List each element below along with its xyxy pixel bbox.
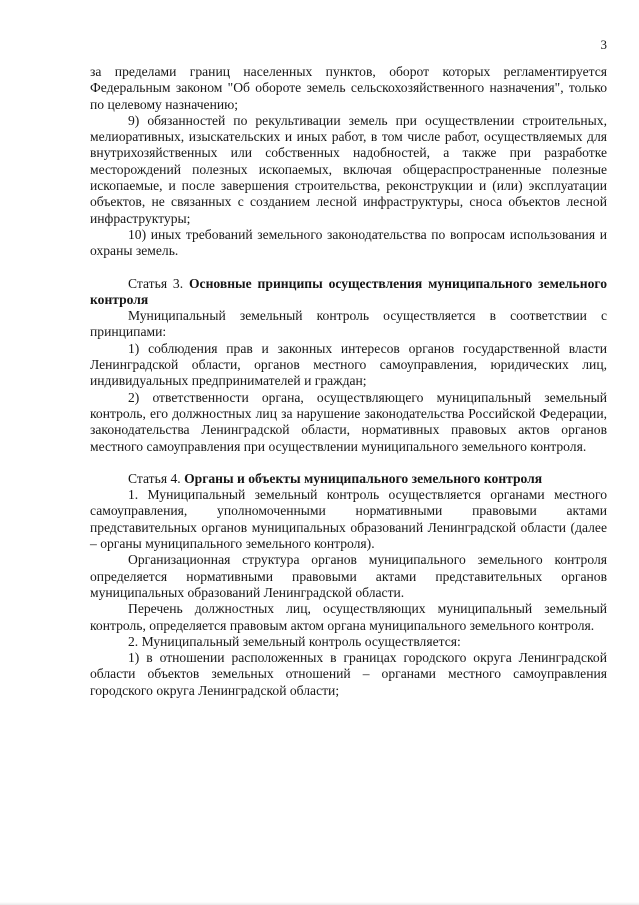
list-item-9: 9) обязанностей по рекультивации земель при осуществлении строительных, мелиоративных, изыскательских и иных работ, в том числе работ, осуществляемых для внутрихозяйственных или собственных надобностей, а также при разработке месторождений полезных ископаемых, включая общераспространенные полезные ископаемые, и после завершения строительства, реконструкции и (или) эксплуатации объектов, не связанных с созданием лесной инфраструктуры, сноса объектов лесной инфраструктуры; [90, 112, 607, 226]
document-body [90, 64, 607, 699]
continued-paragraph: за пределами границ населенных пунктов, оборот которых регламентируется Федеральным законом "Об обороте земель сельскохозяйственного назначения", только по целевому назначению; [90, 64, 607, 112]
article-4-item-1: 1) в отношении расположенных в границах городского округа Ленинградской области объектов земельных отношений – органами местного самоуправления городского округа Ленинградской области; [90, 650, 607, 698]
article-4-title: Органы и объекты муниципального земельного контроля [184, 470, 543, 486]
list-item-10: 10) иных требований земельного законодательства по вопросам использования и охраны земель. [90, 226, 607, 259]
article-3-item-1: 1) соблюдения прав и законных интересов органов государственной власти Ленинградской области, органов местного самоуправления, юридических лиц, индивидуальных предпринимателей и граждан; [90, 340, 607, 389]
article-4-structure: Организационная структура органов муниципального земельного контроля определяется нормативными правовыми актами представительных органов муниципальных образований Ленинградской области. [90, 552, 607, 600]
article-4-part-1: 1. Муниципальный земельный контроль осуществляется органами местного самоуправления, уполномоченными нормативными правовыми актами представительных органов муниципальных образований Ленинградской области (далее – органы муниципального земельного контроля). [90, 487, 607, 552]
article-4-officials: Перечень должностных лиц, осуществляющих муниципальный земельный контроль, определяется правовым актом органа муниципального земельного контроля. [90, 601, 607, 633]
article-3-title: Основные принципы осуществления муниципального земельного контроля [90, 275, 608, 307]
article-4-heading [90, 471, 607, 487]
article-3-label: Статья 3. [128, 275, 184, 291]
article-4-label: Статья 4. [128, 470, 181, 486]
page-number: 3 [600, 37, 607, 52]
article-3-intro: Муниципальный земельный контроль осуществляется в соответствии с принципами: [90, 308, 607, 340]
article-3-heading [90, 276, 607, 309]
article-3-item-2: 2) ответственности органа, осуществляющего муниципальный земельный контроль, его должностных лиц за нарушение законодательства Российской Федерации, законодательства Ленинградской области, нормативных правовых актов органов местного самоуправления при осуществлении муниципального земельного контроля. [90, 389, 607, 454]
article-4-part-2: 2. Муниципальный земельный контроль осуществляется: [128, 633, 461, 649]
